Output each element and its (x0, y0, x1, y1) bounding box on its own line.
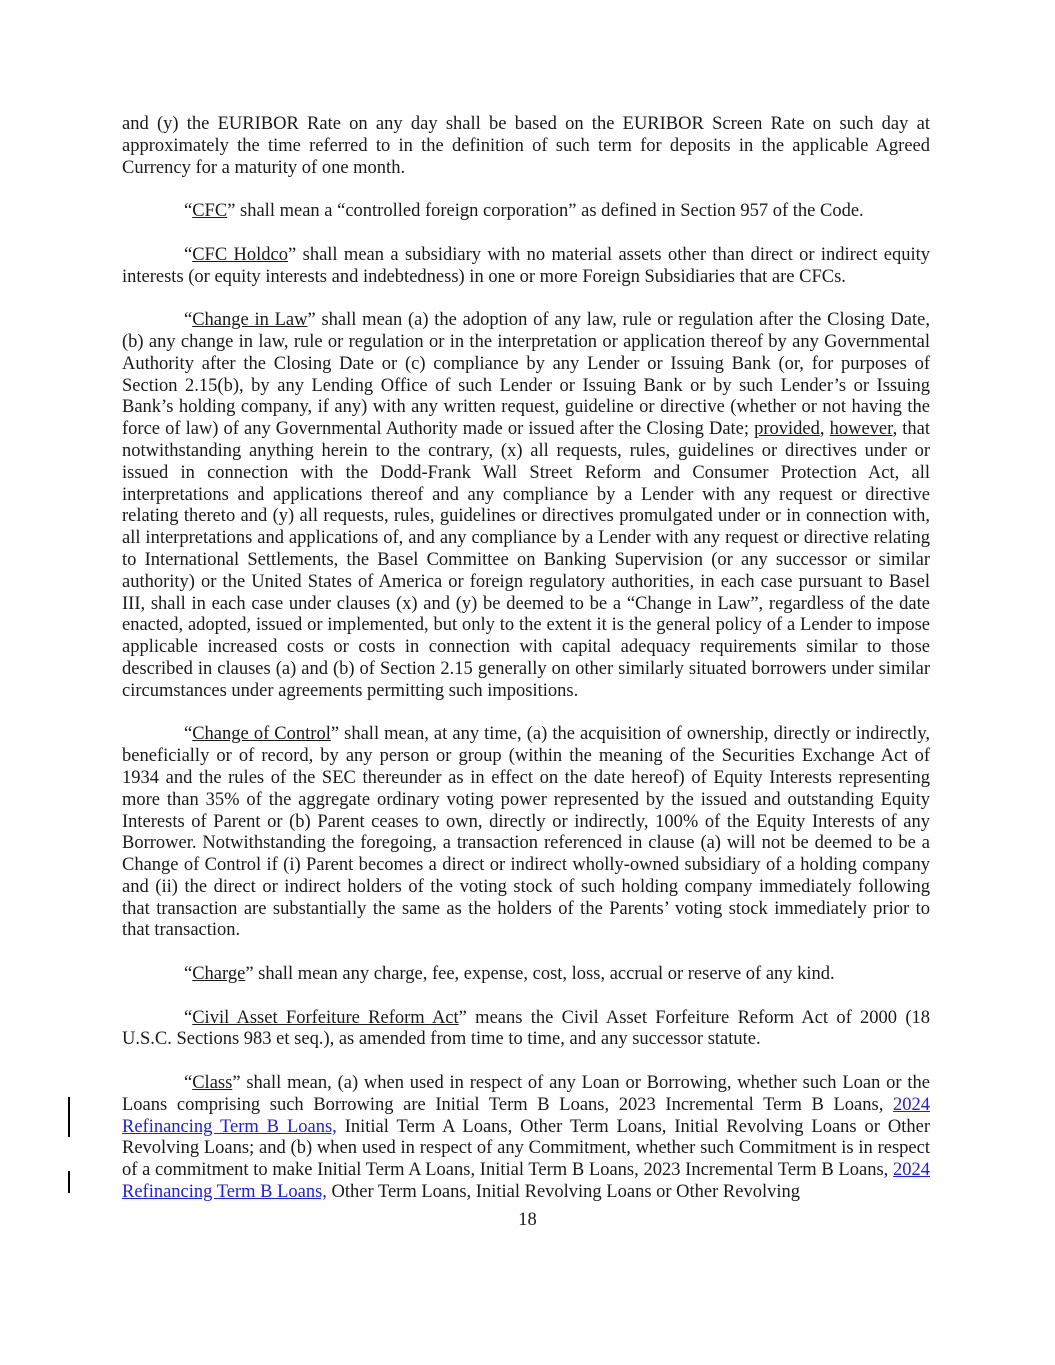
text-run: “ (184, 244, 193, 265)
text-run: ” shall mean any charge, fee, expense, cost, loss, accrual or reserve of any kind. (245, 964, 835, 985)
text-run: Initial Term A Loans, Other Term Loans, Initial Revolving Loans or Other Revolving Loans; and (b) when used in respect of any Commitment, whether such Commitment is in respect of a commitment to make Initial Term A Loans, Initial Term B Loans, 2023 Incremental Term B Loans, (122, 1116, 930, 1181)
paragraph (122, 310, 930, 702)
paragraph (122, 1008, 930, 1052)
defined-term: Civil Asset Forfeiture Reform Act (192, 1007, 459, 1028)
defined-term: Change in Law (192, 310, 308, 331)
revision-change-bar (68, 1097, 70, 1137)
text-run: “ (184, 1073, 193, 1094)
defined-term: Change of Control (192, 724, 331, 745)
defined-term: provided (754, 419, 820, 440)
text-run: ” shall mean, (a) when used in respect of any Loan or Borrowing, whether such Loan or the Loans comprising such Borrowing are Initial Term B Loans, 2023 Incremental Term B Loans, (122, 1073, 930, 1115)
defined-term: Class (192, 1073, 233, 1094)
defined-term: however (829, 419, 893, 440)
paragraph (122, 724, 930, 942)
text-run: ” shall mean a subsidiary with no material assets other than direct or indirect equity interests (or equity interests and indebtedness) in one or more Foreign Subsidiaries that are CFCs. (122, 244, 930, 287)
text-run: “ (184, 724, 193, 745)
paragraph (122, 114, 930, 179)
defined-term: Charge (192, 964, 246, 985)
inserted-text: 2024 Refinancing Term B Loans, (122, 1160, 930, 1203)
text-run: “ (184, 964, 193, 985)
page-number: 18 (518, 1210, 537, 1230)
defined-term: CFC (192, 201, 228, 222)
text-run: ” shall mean (a) the adoption of any law, rule or regulation after the Closing Date, (b) any change in law, rule or regulation or in the interpretation or application thereof by any Governmental Authority after the Closing Date or (c) compliance by any Lender or Issuing Bank (or, for purposes of Section 2.15(b), by any Lending Office of such Lender or Issuing Bank or by such Lender’s or Issuing Bank’s holding company, if any) with any written request, guideline or directive (whether or not having the force of law) of any Governmental Authority made or issued after the Closing Date; (122, 310, 930, 440)
document-body (122, 114, 930, 1226)
text-run: and (y) the EURIBOR Rate on any day shall be based on the EURIBOR Screen Rate on such day at approximately the time referred to in the definition of such term for deposits in the applicable Agreed Currency for a maturity of one month. (122, 114, 930, 178)
text-run: “ (184, 201, 193, 222)
paragraph (122, 201, 930, 223)
text-run: Other Term Loans, Initial Revolving Loans or Other Revolving (326, 1182, 801, 1203)
paragraph (122, 1073, 930, 1204)
text-run: “ (184, 310, 193, 331)
text-run: , that notwithstanding anything herein to the contrary, (x) all requests, rules, guidelines or directives under or issued in connection with the Dodd-Frank Wall Street Reform and Consumer Protection Act, all interpretations and applications thereof and any compliance by a Lender with any request or directive relating thereto and (y) all requests, rules, guidelines or directives promulgated under or in connection with, all interpretations and applications of, and any compliance by a Lender with any request or directive relating to International Settlements, the Basel Committee on Banking Supervision (or any successor or similar authority) or the United States of America or foreign regulatory authorities, in each case pursuant to Basel III, shall in each case under clauses (x) and (y) be deemed to be a “Change in Law”, regardless of the date enacted, adopted, issued or implemented, but only to the extent it is the general policy of a Lender to impose applicable increased costs or costs in connection with capital adequacy requirements similar to those described in clauses (a) and (b) of Section 2.15 generally on other similarly situated borrowers under similar circumstances under agreements permitting such impositions. (122, 419, 931, 701)
text-run: , (819, 419, 830, 440)
revision-change-bar (68, 1171, 70, 1193)
defined-term: CFC Holdco (192, 244, 289, 265)
paragraph (122, 245, 930, 289)
text-run: ” shall mean, at any time, (a) the acquisition of ownership, directly or indirectly, beneficially or of record, by any person or group (within the meaning of the Securities Exchange Act of 1934 and the rules of the SEC thereunder as in effect on the date hereof) of Equity Interests representing more than 35% of the aggregate ordinary voting power represented by the issued and outstanding Equity Interests of Parent or (b) Parent ceases to own, directly or indirectly, 100% of the Equity Interests of any Borrower. Notwithstanding the foregoing, a transaction referenced in clause (a) will not be deemed to be a Change of Control if (i) Parent becomes a direct or indirect wholly-owned subsidiary of a holding company and (ii) the direct or indirect holders of the voting stock of such holding company immediately following that transaction are substantially the same as the holders of the Parents’ voting stock immediately prior to that transaction. (122, 724, 930, 941)
inserted-text: 2024 Refinancing Term B Loans, (122, 1094, 930, 1137)
text-run: ” means the Civil Asset Forfeiture Reform Act of 2000 (18 U.S.C. Sections 983 et seq.), as amended from time to time, and any successor statute. (122, 1007, 931, 1050)
paragraph (122, 964, 930, 986)
text-run: “ (184, 1007, 193, 1028)
text-run: ” shall mean a “controlled foreign corporation” as defined in Section 957 of the Code. (227, 201, 864, 222)
